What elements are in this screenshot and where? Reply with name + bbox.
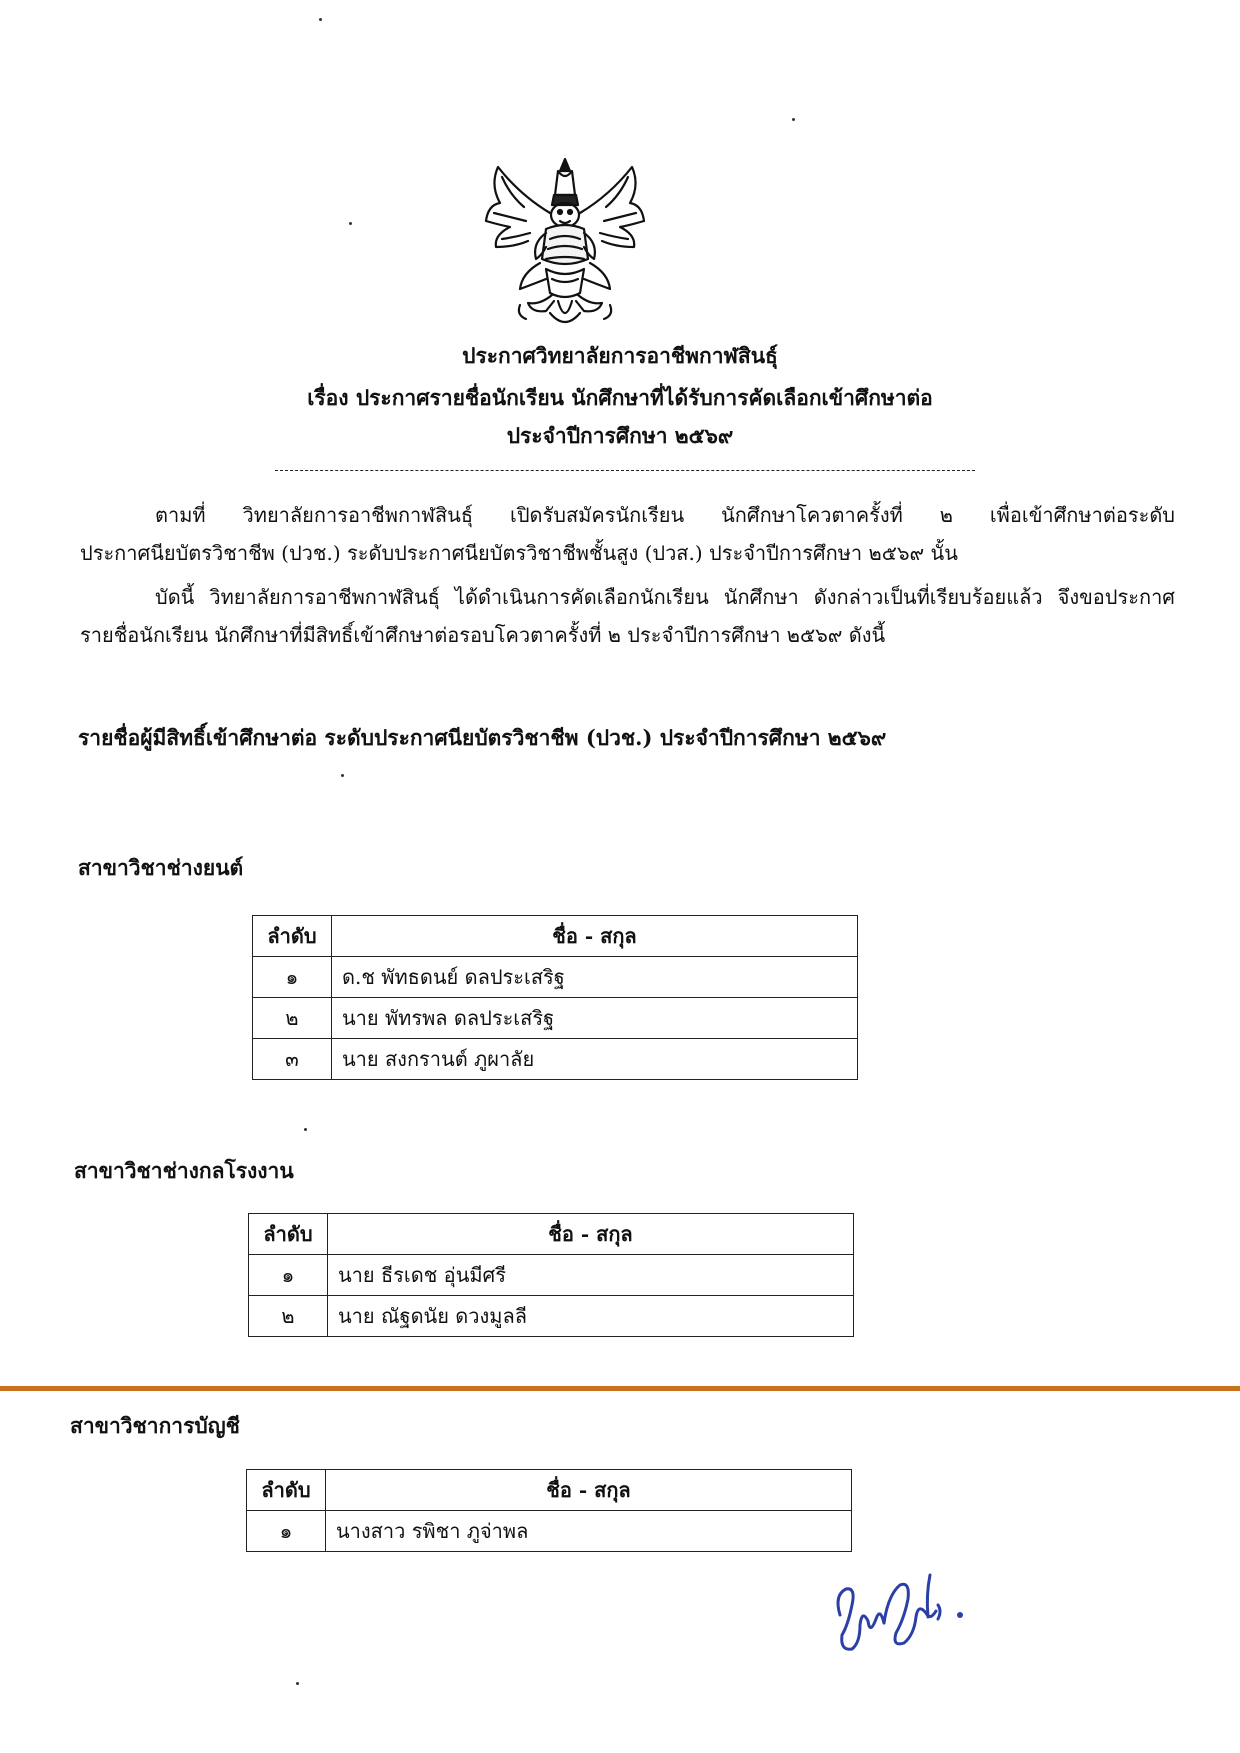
student-name: นางสาว รพิชา ภูจ่าพล: [326, 1511, 852, 1552]
list-heading: รายชื่อผู้มีสิทธิ์เข้าศึกษาต่อ ระดับประกาศนียบัตรวิชาชีพ (ปวช.) ประจำปีการศึกษา ๒๕๖๙: [78, 725, 887, 750]
column-header-order: ลำดับ: [253, 916, 332, 957]
section-title-accounting: สาขาวิชาการบัญชี: [70, 1413, 240, 1438]
column-header-name: ชื่อ - สกุล: [332, 916, 858, 957]
scan-speck: [296, 1682, 299, 1685]
table-row: [247, 1511, 852, 1552]
column-header-order: ลำดับ: [249, 1214, 328, 1255]
row-number: ๒: [253, 998, 332, 1039]
paragraph-2-line-2: รายชื่อนักเรียน นักศึกษาที่มีสิทธิ์เข้าศึกษาต่อรอบโควตาครั้งที่ ๒ ประจำปีการศึกษา ๒๕๖๙ ดังนี้: [80, 623, 886, 647]
scan-speck: [792, 118, 795, 121]
paragraph-1-line-2: ประกาศนียบัตรวิชาชีพ (ปวช.) ระดับประกาศนียบัตรวิชาชีพชั้นสูง (ปวส.) ประจำปีการศึกษา ๒๕๖๙ นั้น: [80, 541, 958, 565]
scan-speck: [341, 774, 344, 777]
row-number: ๑: [253, 957, 332, 998]
section-title-automotive: สาขาวิชาช่างยนต์: [78, 855, 244, 880]
title-divider: [275, 470, 975, 471]
column-header-name: ชื่อ - สกุล: [326, 1470, 852, 1511]
table-header-row: [253, 916, 858, 957]
table-row: [249, 1255, 854, 1296]
handwritten-signature-icon: [830, 1555, 980, 1665]
student-name: ด.ช พัทธดนย์ ดลประเสริฐ: [332, 957, 858, 998]
garuda-emblem-icon: [480, 155, 650, 330]
names-table-automotive: [252, 915, 858, 1080]
student-name: นาย สงกรานต์ ภูผาลัย: [332, 1039, 858, 1080]
names-table-accounting: [246, 1469, 852, 1552]
announcement-title: ประกาศวิทยาลัยการอาชีพกาฬสินธุ์: [462, 343, 778, 368]
row-number: ๑: [249, 1255, 328, 1296]
student-name: นาย พัทรพล ดลประเสริฐ: [332, 998, 858, 1039]
scan-speck: [319, 18, 322, 21]
table-header-row: [247, 1470, 852, 1511]
student-name: นาย ณัฐดนัย ดวงมูลลี: [328, 1296, 854, 1337]
paragraph-1-line-1: ตามที่ วิทยาลัยการอาชีพกาฬสินธุ์ เปิดรับสมัครนักเรียน นักศึกษาโควตาครั้งที่ ๒ เพื่อเข้าศึกษาต่อระดับ: [155, 503, 1175, 527]
table-row: [253, 1039, 858, 1080]
section-title-machine-shop: สาขาวิชาช่างกลโรงงาน: [74, 1158, 294, 1183]
row-number: ๓: [253, 1039, 332, 1080]
table-row: [253, 998, 858, 1039]
page-divider: [0, 1386, 1240, 1391]
student-name: นาย ธีรเดช อุ่นมีศรี: [328, 1255, 854, 1296]
column-header-name: ชื่อ - สกุล: [328, 1214, 854, 1255]
scan-speck: [304, 1128, 307, 1131]
names-table-machine-shop: [248, 1213, 854, 1337]
scan-speck: [349, 222, 352, 225]
paragraph-2-line-1: บัดนี้ วิทยาลัยการอาชีพกาฬสินธุ์ ได้ดำเนินการคัดเลือกนักเรียน นักศึกษา ดังกล่าวเป็นที่เรียบร้อยแล้ว จึงขอประกาศ: [155, 585, 1175, 609]
column-header-order: ลำดับ: [247, 1470, 326, 1511]
row-number: ๑: [247, 1511, 326, 1552]
academic-year-line: ประจำปีการศึกษา ๒๕๖๙: [506, 423, 734, 448]
announcement-subject: เรื่อง ประกาศรายชื่อนักเรียน นักศึกษาที่ได้รับการคัดเลือกเข้าศึกษาต่อ: [307, 385, 933, 410]
row-number: ๒: [249, 1296, 328, 1337]
table-row: [253, 957, 858, 998]
table-header-row: [249, 1214, 854, 1255]
table-row: [249, 1296, 854, 1337]
